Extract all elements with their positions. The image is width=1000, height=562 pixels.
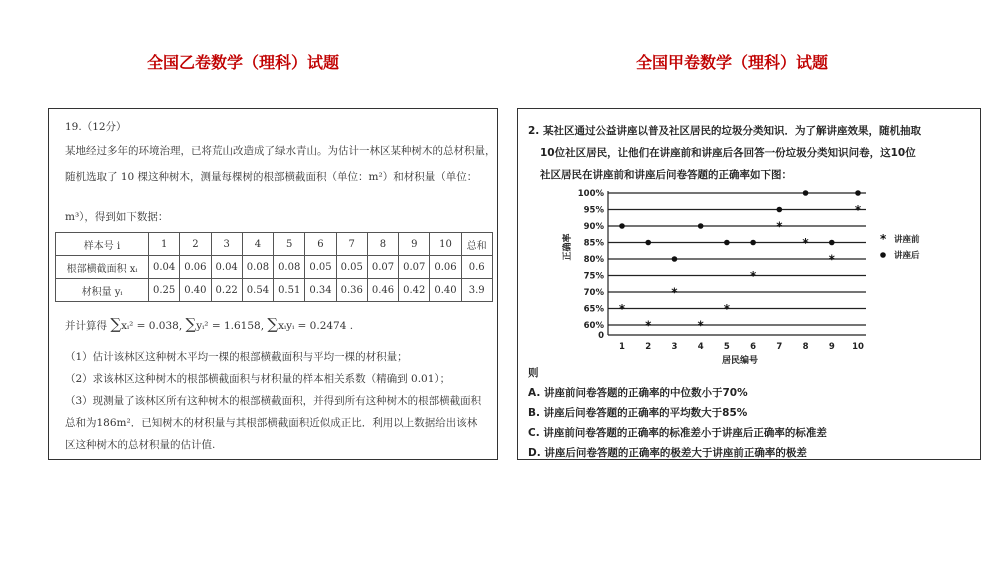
table-cell: 1 — [149, 233, 180, 256]
table-cell: 8 — [367, 233, 398, 256]
q19-header: 19.（12分） — [65, 121, 127, 133]
q19-intro-1: 某地经过多年的环境治理，已将荒山改造成了绿水青山。为估计一林区某种树木的总材积量， — [65, 145, 496, 157]
table-cell: 0.54 — [242, 279, 273, 302]
y-tick-label: 0 — [598, 331, 604, 341]
table-cell: 10 — [430, 233, 461, 256]
table-cell: 0.46 — [367, 279, 398, 302]
point-before: * — [749, 269, 757, 283]
y-tick-label: 95% — [583, 205, 604, 216]
legend-label-after: 讲座后 — [894, 251, 920, 261]
table-cell: 5 — [274, 233, 305, 256]
table-cell: 0.40 — [180, 279, 211, 302]
table-cell: 0.42 — [399, 279, 430, 302]
y-tick-label: 75% — [583, 271, 604, 282]
table-cell: 0.40 — [430, 279, 461, 302]
legend-label-before: 讲座前 — [894, 235, 920, 245]
x-tick-label: 5 — [723, 342, 730, 352]
table-row-sample-id — [56, 233, 493, 256]
option-b: B. 讲座后问卷答题的正确率的平均数大于85% — [528, 407, 748, 419]
point-after — [777, 207, 783, 213]
table-cell: 0.07 — [367, 256, 398, 279]
legend-marker-before: * — [880, 232, 887, 246]
x-tick-label: 7 — [776, 342, 783, 352]
left-title: 全国乙卷数学（理科）试题 — [147, 53, 340, 72]
table-cell: 0.05 — [336, 256, 367, 279]
table-cell: 0.08 — [242, 256, 273, 279]
point-after — [619, 223, 625, 229]
y-axis-ticks — [578, 189, 605, 341]
q19-part-1: （1）估计该林区这种树木平均一棵的根部横截面积与平均一棵的材积量； — [65, 351, 408, 363]
q19-part-3-line-2: 总和为186m²．已知树木的材积量与其根部横截面积近似成正比．利用以上数据给出该林 — [65, 417, 478, 429]
x-tick-label: 9 — [828, 342, 835, 352]
formula-line — [65, 315, 353, 333]
table-cell-sum: 0.6 — [461, 256, 492, 279]
table-cell-sum: 3.9 — [461, 279, 492, 302]
point-before: * — [645, 318, 652, 333]
table-cell: 0.07 — [399, 256, 430, 279]
formula-2: yᵢ² = 1.6158, — [196, 320, 265, 332]
sigma-icon: ∑ — [267, 315, 279, 333]
q2-then: 则 — [528, 367, 539, 379]
table-cell: 0.22 — [211, 279, 242, 302]
point-after — [855, 190, 861, 196]
y-tick-label: 65% — [583, 304, 604, 315]
y-tick-label: 80% — [583, 255, 604, 265]
x-tick-label: 10 — [852, 342, 864, 352]
point-before: * — [671, 285, 678, 300]
formula-1: xᵢ² = 0.038, — [121, 320, 183, 332]
table-cell: 2 — [180, 233, 211, 256]
x-axis-ticks — [619, 342, 864, 352]
x-tick-label: 2 — [645, 342, 652, 352]
table-cell: 6 — [305, 233, 336, 256]
row-header: 样本号 i — [56, 233, 149, 256]
table-cell: 0.06 — [430, 256, 461, 279]
point-before: * — [828, 252, 835, 267]
q19-part-3-line-3: 区这种树木的总材积量的估计值. — [65, 439, 216, 451]
point-after — [724, 240, 730, 246]
y-tick-label: 100% — [577, 189, 604, 199]
scatter-chart — [558, 185, 938, 366]
formula-3: xᵢyᵢ = 0.2474 . — [278, 320, 354, 332]
option-a: A. 讲座前问卷答题的正确率的中位数小于70% — [528, 387, 748, 399]
table-cell: 7 — [336, 233, 367, 256]
x-tick-label: 1 — [619, 342, 625, 352]
point-after — [698, 223, 704, 229]
data-table — [55, 232, 493, 302]
q19-intro-2: 随机选取了 10 棵这种树木，测量每棵树的根部横截面积（单位：m²）和材积量（单位： — [65, 171, 478, 183]
point-after — [750, 240, 756, 246]
x-axis-label: 居民编号 — [721, 356, 759, 366]
table-cell: 9 — [399, 233, 430, 256]
q2-line-2: 10位社区居民，让他们在讲座前和讲座后各回答一份垃圾分类知识问卷，这10位 — [540, 147, 916, 159]
point-before: * — [854, 203, 862, 217]
q2-line-1: 2. 某社区通过公益讲座以普及社区居民的垃圾分类知识．为了解讲座效果，随机抽取 — [528, 125, 921, 137]
sigma-icon: ∑ — [185, 315, 197, 333]
x-tick-label: 3 — [671, 342, 678, 352]
y-axis-label: 正确率 — [563, 233, 573, 261]
point-before: * — [723, 302, 731, 316]
point-before: * — [697, 318, 704, 333]
point-after — [645, 240, 651, 246]
sigma-icon: ∑ — [110, 315, 122, 333]
table-cell: 0.25 — [149, 279, 180, 302]
q19-part-2: （2）求该林区这种树木的根部横截面积与材积量的样本相关系数（精确到 0.01）； — [65, 373, 451, 385]
y-tick-label: 70% — [583, 288, 604, 298]
point-before: * — [618, 302, 626, 316]
q19-part-3-line-1: （3）现测量了该林区所有这种树木的根部横截面积，并得到所有这种树木的根部横截面积 — [65, 395, 482, 407]
point-after — [803, 190, 809, 196]
q2-line-3: 社区居民在讲座前和讲座后问卷答题的正确率如下图： — [540, 169, 792, 181]
legend-marker-after — [880, 252, 886, 258]
table-cell: 0.05 — [305, 256, 336, 279]
question-2-panel — [517, 108, 981, 460]
table-cell: 4 — [242, 233, 273, 256]
sum-header: 总和 — [461, 233, 492, 256]
point-before: * — [802, 236, 809, 250]
row-header: 材积量 yᵢ — [56, 279, 149, 302]
table-row-y — [56, 279, 493, 302]
option-c: C. 讲座前问卷答题的正确率的标准差小于讲座后正确率的标准差 — [528, 427, 827, 439]
x-tick-label: 6 — [750, 342, 757, 352]
right-title: 全国甲卷数学（理科）试题 — [636, 53, 829, 72]
y-tick-label: 85% — [583, 238, 604, 249]
table-cell: 3 — [211, 233, 242, 256]
x-tick-label: 4 — [697, 342, 704, 352]
chart-grid — [608, 191, 866, 335]
table-cell: 0.08 — [274, 256, 305, 279]
question-19-panel — [48, 108, 498, 460]
table-row-x — [56, 256, 493, 279]
formula-prefix: 并计算得 — [65, 320, 107, 332]
option-d: D. 讲座后问卷答题的正确率的极差大于讲座前正确率的极差 — [528, 447, 807, 459]
table-cell: 0.51 — [274, 279, 305, 302]
table-cell: 0.36 — [336, 279, 367, 302]
y-tick-label: 90% — [583, 222, 604, 232]
chart-marks — [619, 190, 862, 332]
chart-legend — [880, 232, 920, 261]
table-cell: 0.04 — [211, 256, 242, 279]
y-tick-label: 60% — [583, 321, 604, 331]
table-cell: 0.06 — [180, 256, 211, 279]
row-header: 根部横截面积 xᵢ — [56, 256, 149, 279]
table-cell: 0.04 — [149, 256, 180, 279]
table-cell: 0.34 — [305, 279, 336, 302]
point-after — [672, 256, 678, 262]
x-tick-label: 8 — [802, 342, 809, 352]
point-after — [829, 240, 835, 246]
point-before: * — [776, 219, 783, 234]
q19-intro-3: m³），得到如下数据： — [65, 211, 169, 223]
